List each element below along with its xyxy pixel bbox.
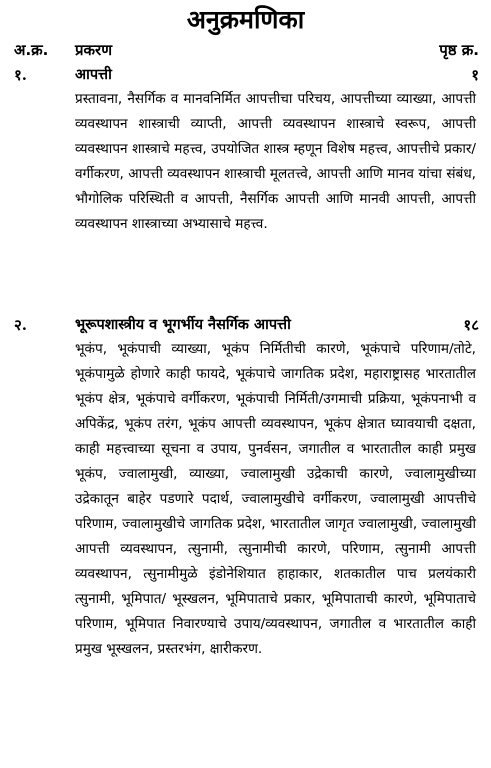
toc-header-row	[0, 38, 491, 62]
header-topic-label: प्रकरण	[75, 41, 113, 59]
entry-page-number: १	[471, 66, 479, 84]
entry-description: भूकंप, भूकंपाची व्याख्या, भूकंप निर्मितीची कारणे, भूकंपाचे परिणाम/तोटे, भूकंपामुळे होणारे काही फायदे, भूकंपाचे जागतिक प्रदेश, महाराष्ट्रासह भारतातील भूकंप क्षेत्र, भूकंपाचे वर्गीकरण, भूकंपाची निर्मिती/उगमाची प्रक्रिया, भूकंपनाभी व अपिकेंद्र, भूकंप तरंग, भूकंप आपत्ती व्यवस्थापन, भूकंप क्षेत्रात घ्यावयाची दक्षता, काही महत्त्वाच्या सूचना व उपाय, पुनर्वसन, जगातील व भारतातील काही प्रमुख भूकंप, ज्वालामुखी, व्याख्या, ज्वालामुखी उद्रेकाची कारणे, ज्वालामुखीच्या उद्रेकातून बाहेर पडणारे पदार्थ, ज्वालामुखीचे वर्गीकरण, ज्वालामुखी आपत्तीचे परिणाम, ज्वालामुखीचे जागतिक प्रदेश, भारतातील जागृत ज्वालामुखी, ज्वालामुखी आपत्ती व्यवस्थापन, त्सुनामी, त्सुनामीची कारणे, परिणाम, त्सुनामी आपत्ती व्यवस्थापन, त्सुनामीमुळे इंडोनेशियात हाहाकार, शतकातील पाच प्रलयंकारी त्सुनामी, भूमिपात/ भूस्खलन, भूमिपाताचे प्रकार, भूमिपाताची कारणे, भूमिपाताचे परिणाम, भूमिपात निवारण्याचे उपाय/व्यवस्थापन, जगातील व भारतातील काही प्रमुख भूस्खलन, प्रस्तरभंग, क्षारीकरण.	[75, 341, 476, 657]
header-page-label: पृष्ठ क्र.	[439, 41, 479, 59]
entry-description: प्रस्तावना, नैसर्गिक व मानवनिर्मित आपत्तीचा परिचय, आपत्तीच्या व्याख्या, आपत्ती व्यवस्थापन शास्त्राची व्याप्ती, आपत्ती व्यवस्थापन शास्त्राचे स्वरूप, आपत्ती व्यवस्थापन शास्त्राचे महत्त्व, उपयोजित शास्त्र म्हणून विशेष महत्त्व, आपत्तीचे प्रकार/वर्गीकरण, आपत्ती व्यवस्थापन शास्त्राची मूलतत्त्वे, आपत्ती आणि मानव यांचा संबंध, भौगोलिक परिस्थिती व आपत्ती, नैसर्गिक आपत्ती आणि मानवी आपत्ती, आपत्ती व्यवस्थापन शास्त्राच्या अभ्यासाचे महत्त्व.	[75, 91, 476, 232]
entry-number: २.	[14, 316, 28, 334]
entry-heading: भूरूपशास्त्रीय व भूगर्भीय नैसर्गिक आपत्ती	[75, 317, 291, 333]
header-number-label: अ.क्र.	[14, 41, 49, 59]
entry-page-number: १८	[463, 316, 479, 334]
entry-number: १.	[14, 66, 28, 84]
entry-heading: आपत्ती	[75, 67, 112, 83]
page-title: अनुक्रमणिका	[186, 5, 305, 34]
